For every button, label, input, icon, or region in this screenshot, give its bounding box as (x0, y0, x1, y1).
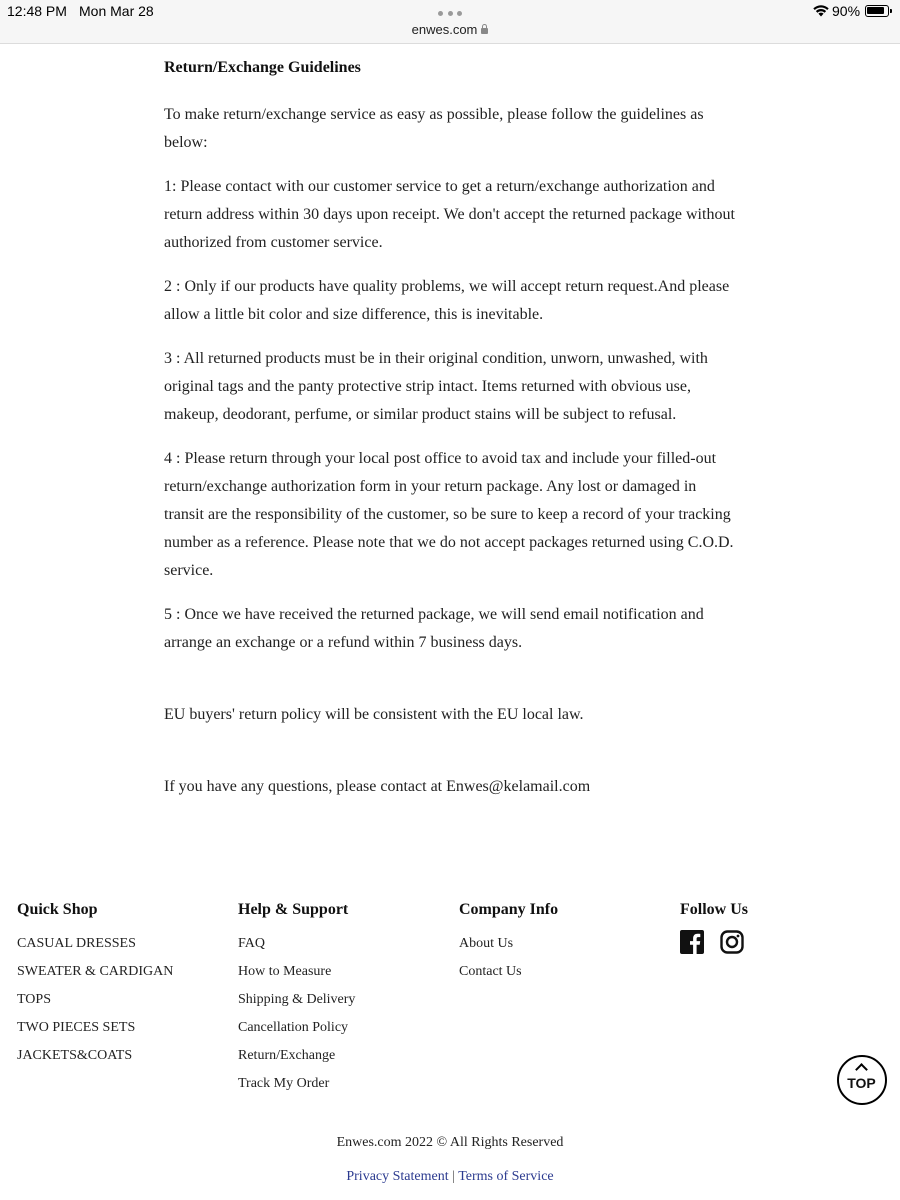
battery-icon (865, 5, 889, 17)
legal-links (0, 1169, 900, 1185)
more-dots-icon[interactable] (438, 11, 462, 17)
paragraph-step-3: 3 : All returned products must be in their original condition, unworn, unwashed, with original tags and the panty protective strip intact. Items returned with obvious use, makeup, deodorant, perfume, or similar product stains will be subject to refusal. (164, 350, 708, 423)
footer-heading-company-info: Company Info (459, 901, 559, 918)
paragraph-contact: If you have any questions, please contact at Enwes@kelamail.com (164, 778, 591, 795)
paragraph-step-4: 4 : Please return through your local post office to avoid tax and include your filled-out return/exchange authorization form in your return package. Any lost or damaged in transit are the responsibility of the customer, so be sure to keep a record of your tracking number as a reference. Please note that we do not accept packages returned using C.O.D. service. (164, 450, 734, 579)
footer-link-faq[interactable]: FAQ (238, 936, 265, 951)
legal-separator: | (452, 1169, 455, 1184)
copyright-text: Enwes.com 2022 © All Rights Reserved (336, 1135, 564, 1150)
article-title: Return/Exchange Guidelines (164, 59, 361, 76)
footer-link-about-us[interactable]: About Us (459, 936, 514, 951)
footer-link-tops[interactable]: TOPS (17, 992, 51, 1007)
footer-link-casual-dresses[interactable]: CASUAL DRESSES (17, 936, 136, 951)
footer-link-track-my-order[interactable]: Track My Order (238, 1076, 330, 1091)
footer-heading-quick-shop: Quick Shop (17, 901, 98, 918)
wifi-icon (812, 4, 830, 17)
paragraph-eu-policy: EU buyers' return policy will be consistent with the EU local law. (164, 706, 584, 723)
status-date: Mon Mar 28 (79, 3, 154, 19)
footer-link-return-exchange[interactable]: Return/Exchange (238, 1048, 336, 1063)
paragraph-step-2: 2 : Only if our products have quality problems, we will accept return request.And please allow a little bit color and size difference, this is inevitable. (164, 278, 730, 323)
url-text: enwes.com (411, 22, 478, 37)
status-bar (0, 0, 900, 44)
footer-link-jackets-coats[interactable]: JACKETS&COATS (17, 1048, 133, 1063)
footer-link-how-to-measure[interactable]: How to Measure (238, 964, 332, 979)
footer-help-support (238, 900, 355, 1098)
paragraph-step-1: 1: Please contact with our customer service to get a return/exchange authorization and return address within 30 days upon receipt. We don't accept the returned package without authorized from customer service. (164, 178, 735, 251)
back-to-top-button[interactable] (837, 1055, 887, 1105)
footer-follow-us (680, 900, 748, 954)
footer-quick-shop (17, 900, 173, 1070)
instagram-icon[interactable] (720, 930, 744, 954)
footer-link-shipping-delivery[interactable]: Shipping & Delivery (238, 992, 356, 1007)
url-bar[interactable] (0, 22, 900, 37)
terms-of-service-link[interactable]: Terms of Service (458, 1169, 554, 1184)
footer-company-info (459, 900, 558, 986)
footer-link-two-pieces-sets[interactable]: TWO PIECES SETS (17, 1020, 136, 1035)
footer-link-contact-us[interactable]: Contact Us (459, 964, 522, 979)
chevron-up-icon (855, 1063, 868, 1076)
footer-link-cancellation-policy[interactable]: Cancellation Policy (238, 1020, 349, 1035)
status-time: 12:48 PM (7, 3, 67, 19)
footer-heading-help-support: Help & Support (238, 901, 349, 918)
paragraph-intro: To make return/exchange service as easy as possible, please follow the guidelines as below: (164, 106, 704, 151)
paragraph-step-5: 5 : Once we have received the returned package, we will send email notification and arrange an exchange or a refund within 7 business days. (164, 606, 704, 651)
social-links (680, 930, 748, 954)
footer-heading-follow-us: Follow Us (680, 901, 748, 918)
privacy-statement-link[interactable]: Privacy Statement (346, 1169, 449, 1184)
facebook-icon[interactable] (680, 930, 704, 954)
lock-icon (481, 28, 488, 34)
footer-link-sweater-cardigan[interactable]: SWEATER & CARDIGAN (17, 964, 174, 979)
return-guidelines-article (164, 57, 739, 817)
back-to-top-label: TOP (847, 1075, 876, 1091)
battery-percentage: 90% (832, 3, 861, 19)
